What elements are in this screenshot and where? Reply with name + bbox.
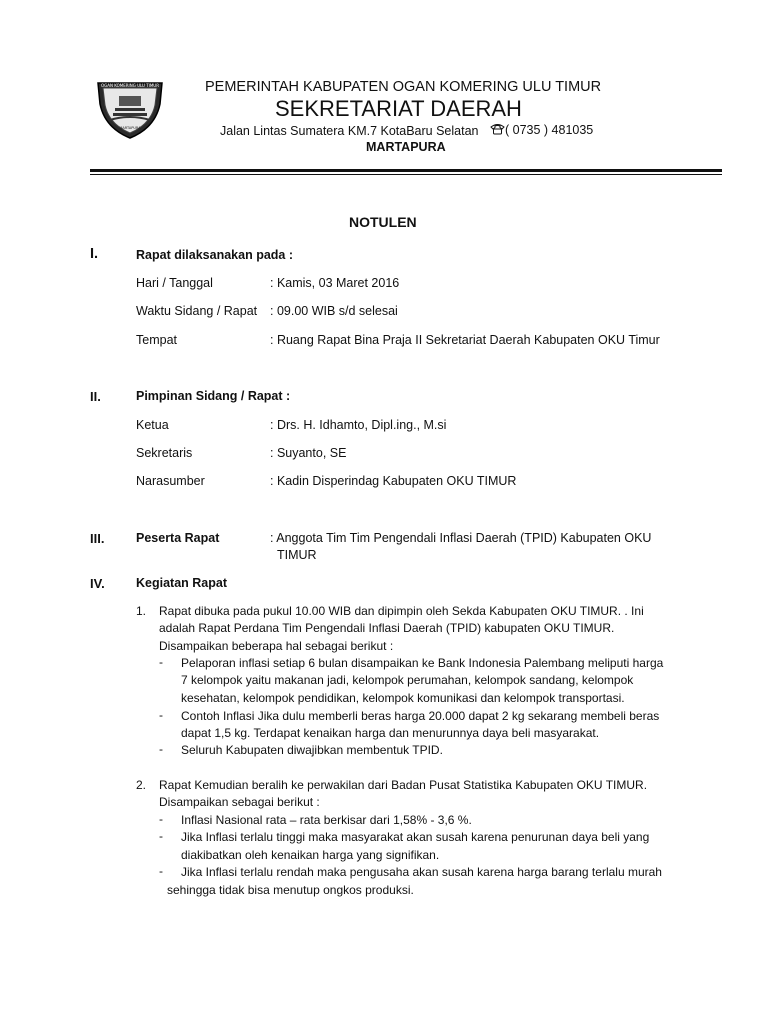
phone-text: ( 0735 ) 481035 bbox=[505, 123, 594, 137]
bullet-line: Contoh Inflasi Jika dulu memberli beras harga 20.000 dapat 2 kg sekarang membeli beras bbox=[181, 709, 660, 723]
field-value: : 09.00 WIB s/d selesai bbox=[270, 304, 398, 318]
paragraph-line: adalah Rapat Perdana Tim Pengendali Inflasi Daerah (TPID) kabupaten OKU TIMUR. bbox=[159, 621, 615, 635]
bullet-line: sehingga tidak bisa menutup ongkos produksi. bbox=[167, 883, 414, 897]
government-name: PEMERINTAH KABUPATEN OGAN KOMERING ULU TIMUR bbox=[205, 79, 602, 95]
field-label: Narasumber bbox=[136, 474, 205, 488]
bullet-dash: - bbox=[159, 829, 163, 843]
bullet-dash: - bbox=[159, 742, 163, 756]
field-value: : Suyanto, SE bbox=[270, 446, 347, 460]
section-heading: Kegiatan Rapat bbox=[136, 576, 227, 590]
field-label: Waktu Sidang / Rapat bbox=[136, 304, 258, 318]
field-value: : Kamis, 03 Maret 2016 bbox=[270, 276, 400, 290]
telephone-icon bbox=[490, 123, 505, 135]
field-value: : Drs. H. Idhamto, Dipl.ing., M.si bbox=[270, 418, 447, 432]
section-number: I. bbox=[90, 246, 99, 262]
bullet-line: Pelaporan inflasi setiap 6 bulan disampaikan ke Bank Indonesia Palembang meliputi harga bbox=[181, 656, 664, 670]
section-number: II. bbox=[90, 389, 101, 404]
field-label: Sekretaris bbox=[136, 446, 193, 460]
regency-emblem-logo bbox=[95, 78, 165, 140]
field-value: : Anggota Tim Tim Pengendali Inflasi Daerah (TPID) Kabupaten OKU bbox=[270, 531, 652, 545]
bullet-dash: - bbox=[159, 864, 163, 878]
field-label: Ketua bbox=[136, 418, 169, 432]
bullet-line: Seluruh Kabupaten diwajibkan membentuk TPID. bbox=[181, 743, 443, 757]
paragraph-line: Disampaikan beberapa hal sebagai berikut : bbox=[159, 639, 394, 653]
bullet-line: Inflasi Nasional rata – rata berkisar dari 1,58% - 3,6 %. bbox=[181, 813, 472, 827]
field-value: : Ruang Rapat Bina Praja II Sekretariat Daerah Kabupaten OKU Timur bbox=[270, 333, 660, 347]
bullet-dash: - bbox=[159, 812, 163, 826]
bullet-line: diakibatkan oleh kenaikan harga yang signifikan. bbox=[181, 848, 440, 862]
address: Jalan Lintas Sumatera KM.7 KotaBaru Selatan bbox=[220, 124, 479, 138]
bullet-dash: - bbox=[159, 708, 163, 722]
bullet-line: Jika Inflasi terlalu rendah maka pengusaha akan susah karena harga barang terlalu murah bbox=[181, 865, 662, 879]
section-number: IV. bbox=[90, 576, 105, 591]
section-heading: Pimpinan Sidang / Rapat : bbox=[136, 389, 291, 403]
city-name: MARTAPURA bbox=[366, 140, 446, 154]
header-divider-thick bbox=[90, 169, 722, 172]
document-title: NOTULEN bbox=[349, 214, 417, 230]
item-number: 1. bbox=[136, 604, 147, 618]
item-number: 2. bbox=[136, 778, 147, 792]
bullet-line: kesehatan, kelompok pendidikan, kelompok komunikasi dan kelompok transportasi. bbox=[181, 691, 625, 705]
section-number: III. bbox=[90, 531, 105, 546]
field-value-continuation: TIMUR bbox=[277, 548, 317, 562]
paragraph-line: Rapat Kemudian beralih ke perwakilan dari Badan Pusat Statistika Kabupaten OKU TIMUR. bbox=[159, 778, 648, 792]
emblem-text-bottom: MARTAPURA bbox=[119, 126, 141, 130]
bullet-line: 7 kelompok yaitu makanan jadi, kelompok perumahan, kelompok sandang, kelompok bbox=[181, 673, 634, 687]
paragraph-line: Rapat dibuka pada pukul 10.00 WIB dan dipimpin oleh Sekda Kabupaten OKU TIMUR. . Ini bbox=[159, 604, 644, 618]
field-value: : Kadin Disperindag Kabupaten OKU TIMUR bbox=[270, 474, 517, 488]
bullet-line: Jika Inflasi terlalu tinggi maka masyarakat akan susah karena penurunan daya beli yang bbox=[181, 830, 650, 844]
emblem-text-top: OGAN KOMERING ULU TIMUR bbox=[100, 83, 160, 88]
bullet-dash: - bbox=[159, 655, 163, 669]
paragraph-line: Disampaikan sebagai berikut : bbox=[159, 795, 320, 809]
department-name: SEKRETARIAT DAERAH bbox=[275, 96, 522, 121]
section-heading: Peserta Rapat bbox=[136, 531, 220, 545]
bullet-line: dapat 1,5 kg. Terdapat kenaikan harga dan menurunnya daya beli masyarakat. bbox=[181, 726, 600, 740]
section-heading: Rapat dilaksanakan pada : bbox=[136, 248, 294, 262]
field-label: Hari / Tanggal bbox=[136, 276, 213, 290]
phone-number bbox=[490, 123, 593, 137]
field-label: Tempat bbox=[136, 333, 177, 347]
header-divider-thin bbox=[90, 174, 722, 175]
